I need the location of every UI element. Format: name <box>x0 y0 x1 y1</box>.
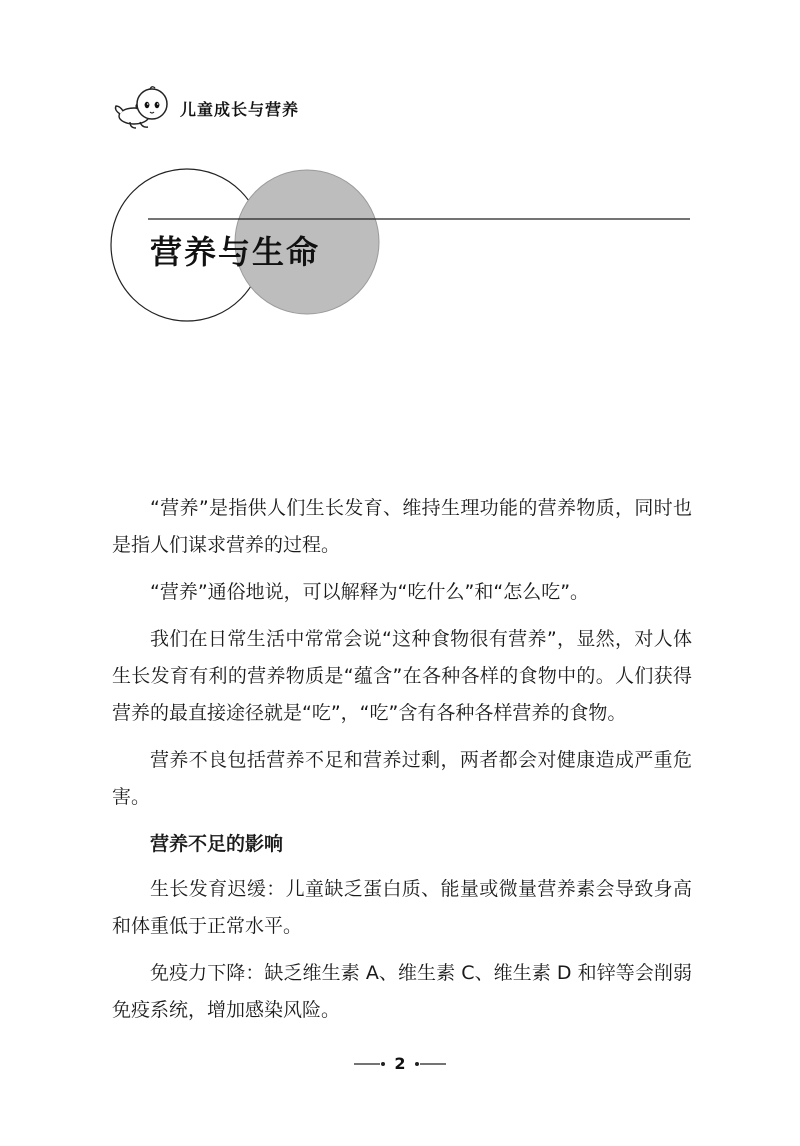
page-number: 2 <box>394 1054 406 1073</box>
paragraph: “营养”是指供人们生长发育、维持生理功能的营养物质，同时也是指人们谋求营养的过程。 <box>112 497 692 556</box>
left-ornament-icon <box>352 1059 388 1069</box>
section-heading: 营养不足的影响 <box>150 833 284 855</box>
header-title: 儿童成长与营养 <box>180 99 300 119</box>
chapter-decoration <box>0 0 800 360</box>
paragraph: 营养不良包括营养不足和营养过剩，两者都会对健康造成严重危害。 <box>112 749 692 808</box>
paragraph: 我们在日常生活中常常会说“这种食物很有营养”，显然，对人体生长发育有利的营养物质是“蕴含”在各种各样的食物中的。人们获得营养的最直接途径就是“吃”，“吃”含有各种各样营养的食物。 <box>112 628 692 724</box>
page-footer <box>0 1054 800 1073</box>
right-ornament-icon <box>412 1059 448 1069</box>
chapter-title: 营养与生命 <box>150 233 321 271</box>
paragraph: 免疫力下降：缺乏维生素 A、维生素 C、维生素 D 和锌等会削弱免疫系统，增加感染风险。 <box>112 962 692 1021</box>
paragraph: “营养”通俗地说，可以解释为“吃什么”和“怎么吃”。 <box>150 581 590 603</box>
paragraph: 生长发育迟缓：儿童缺乏蛋白质、能量或微量营养素会导致身高和体重低于正常水平。 <box>112 878 692 937</box>
body-text <box>112 490 692 1039</box>
